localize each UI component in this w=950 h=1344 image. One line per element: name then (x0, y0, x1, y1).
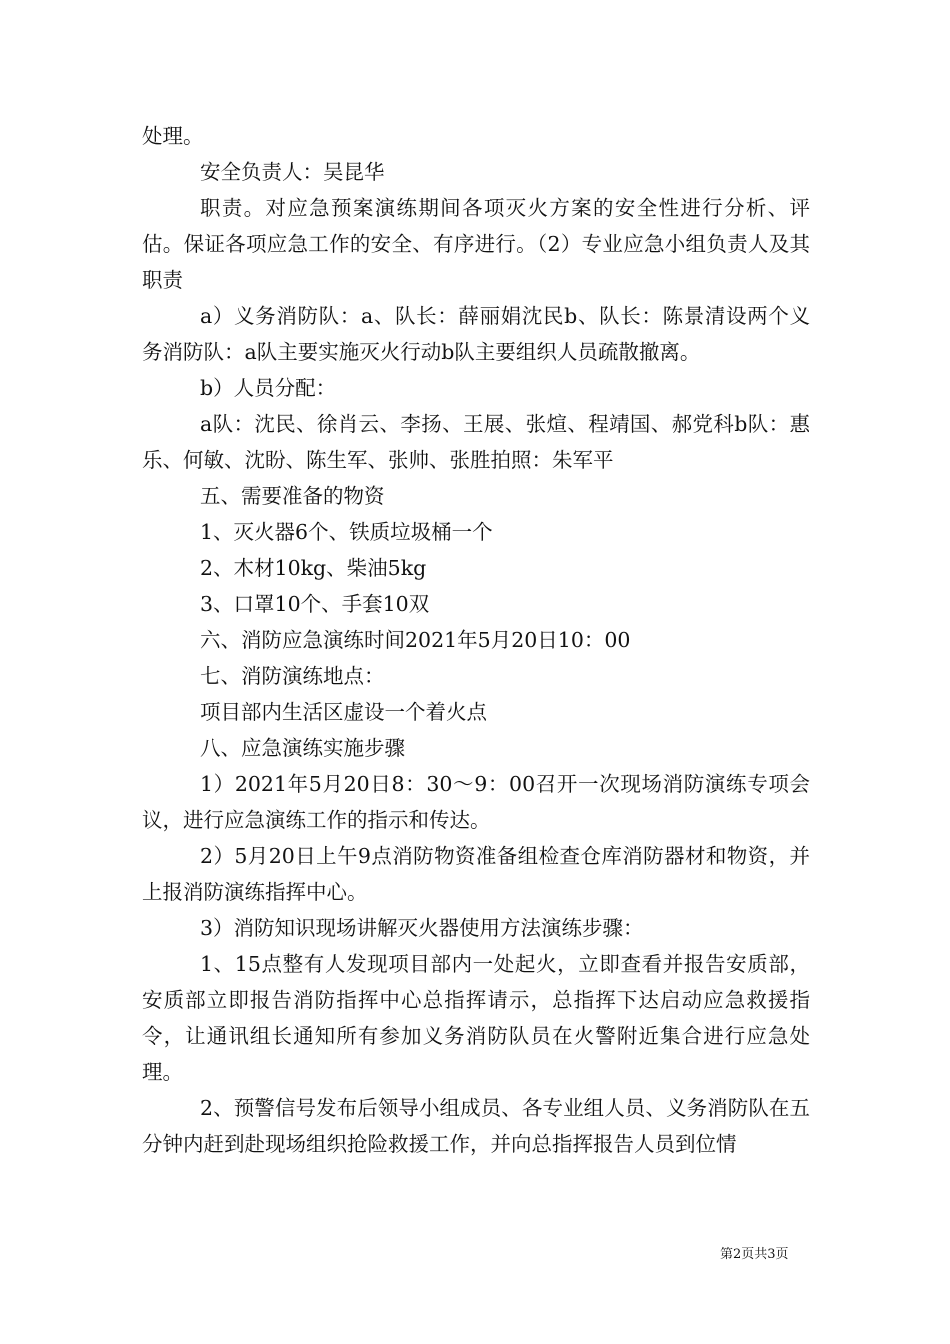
paragraph-10: 3、口罩10个、手套10双 (200, 592, 430, 616)
paragraph-3: 职责。对应急预案演练期间各项灭火方案的安全性进行分析、评估。保证各项应急工作的安全、有序进行。（2）专业应急小组负责人及其职责 (142, 196, 810, 292)
paragraph-6: a队：沈民、徐肖云、李扬、王展、张煊、程靖国、郝党科b队：惠乐、何敏、沈盼、陈生军、张帅、张胜拍照：朱军平 (142, 412, 810, 472)
paragraph-14: 八、应急演练实施步骤 (200, 736, 405, 760)
paragraph-5: b）人员分配： (200, 376, 337, 400)
page-number-footer: 第2页共3页 (720, 1247, 789, 1262)
paragraph-2: 安全负责人：吴昆华 (200, 160, 385, 184)
paragraph-12: 七、消防演练地点： (200, 664, 385, 688)
paragraph-19: 2、预警信号发布后领导小组成员、各专业组人员、义务消防队在五分钟内赶到赴现场组织抢险救援工作，并向总指挥报告人员到位情 (142, 1096, 810, 1156)
paragraph-7: 五、需要准备的物资 (200, 484, 385, 508)
paragraph-16: 2）5月20日上午9点消防物资准备组检查仓库消防器材和物资，并上报消防演练指挥中心。 (142, 844, 810, 904)
paragraph-15: 1）2021年5月20日8：30～9：00召开一次现场消防演练专项会议，进行应急演练工作的指示和传达。 (142, 772, 810, 832)
document-body (142, 118, 810, 1162)
paragraph-9: 2、木材10kg、柴油5kg (200, 556, 427, 580)
paragraph-18: 1、15点整有人发现项目部内一处起火，立即查看并报告安质部，安质部立即报告消防指挥中心总指挥请示，总指挥下达启动应急救援指令，让通讯组长通知所有参加义务消防队员在火警附近集合进行应急处理。 (142, 952, 810, 1084)
paragraph-17: 3）消防知识现场讲解灭火器使用方法演练步骤： (200, 916, 644, 940)
paragraph-1: 处理。 (142, 124, 204, 148)
paragraph-4: a）义务消防队：a、队长：薛丽娟沈民b、队长：陈景清设两个义务消防队：a队主要实施灭火行动b队主要组织人员疏散撤离。 (142, 304, 810, 364)
paragraph-11: 六、消防应急演练时间2021年5月20日10：00 (200, 628, 631, 652)
paragraph-8: 1、灭火器6个、铁质垃圾桶一个 (200, 520, 493, 544)
paragraph-13: 项目部内生活区虚设一个着火点 (200, 700, 487, 724)
